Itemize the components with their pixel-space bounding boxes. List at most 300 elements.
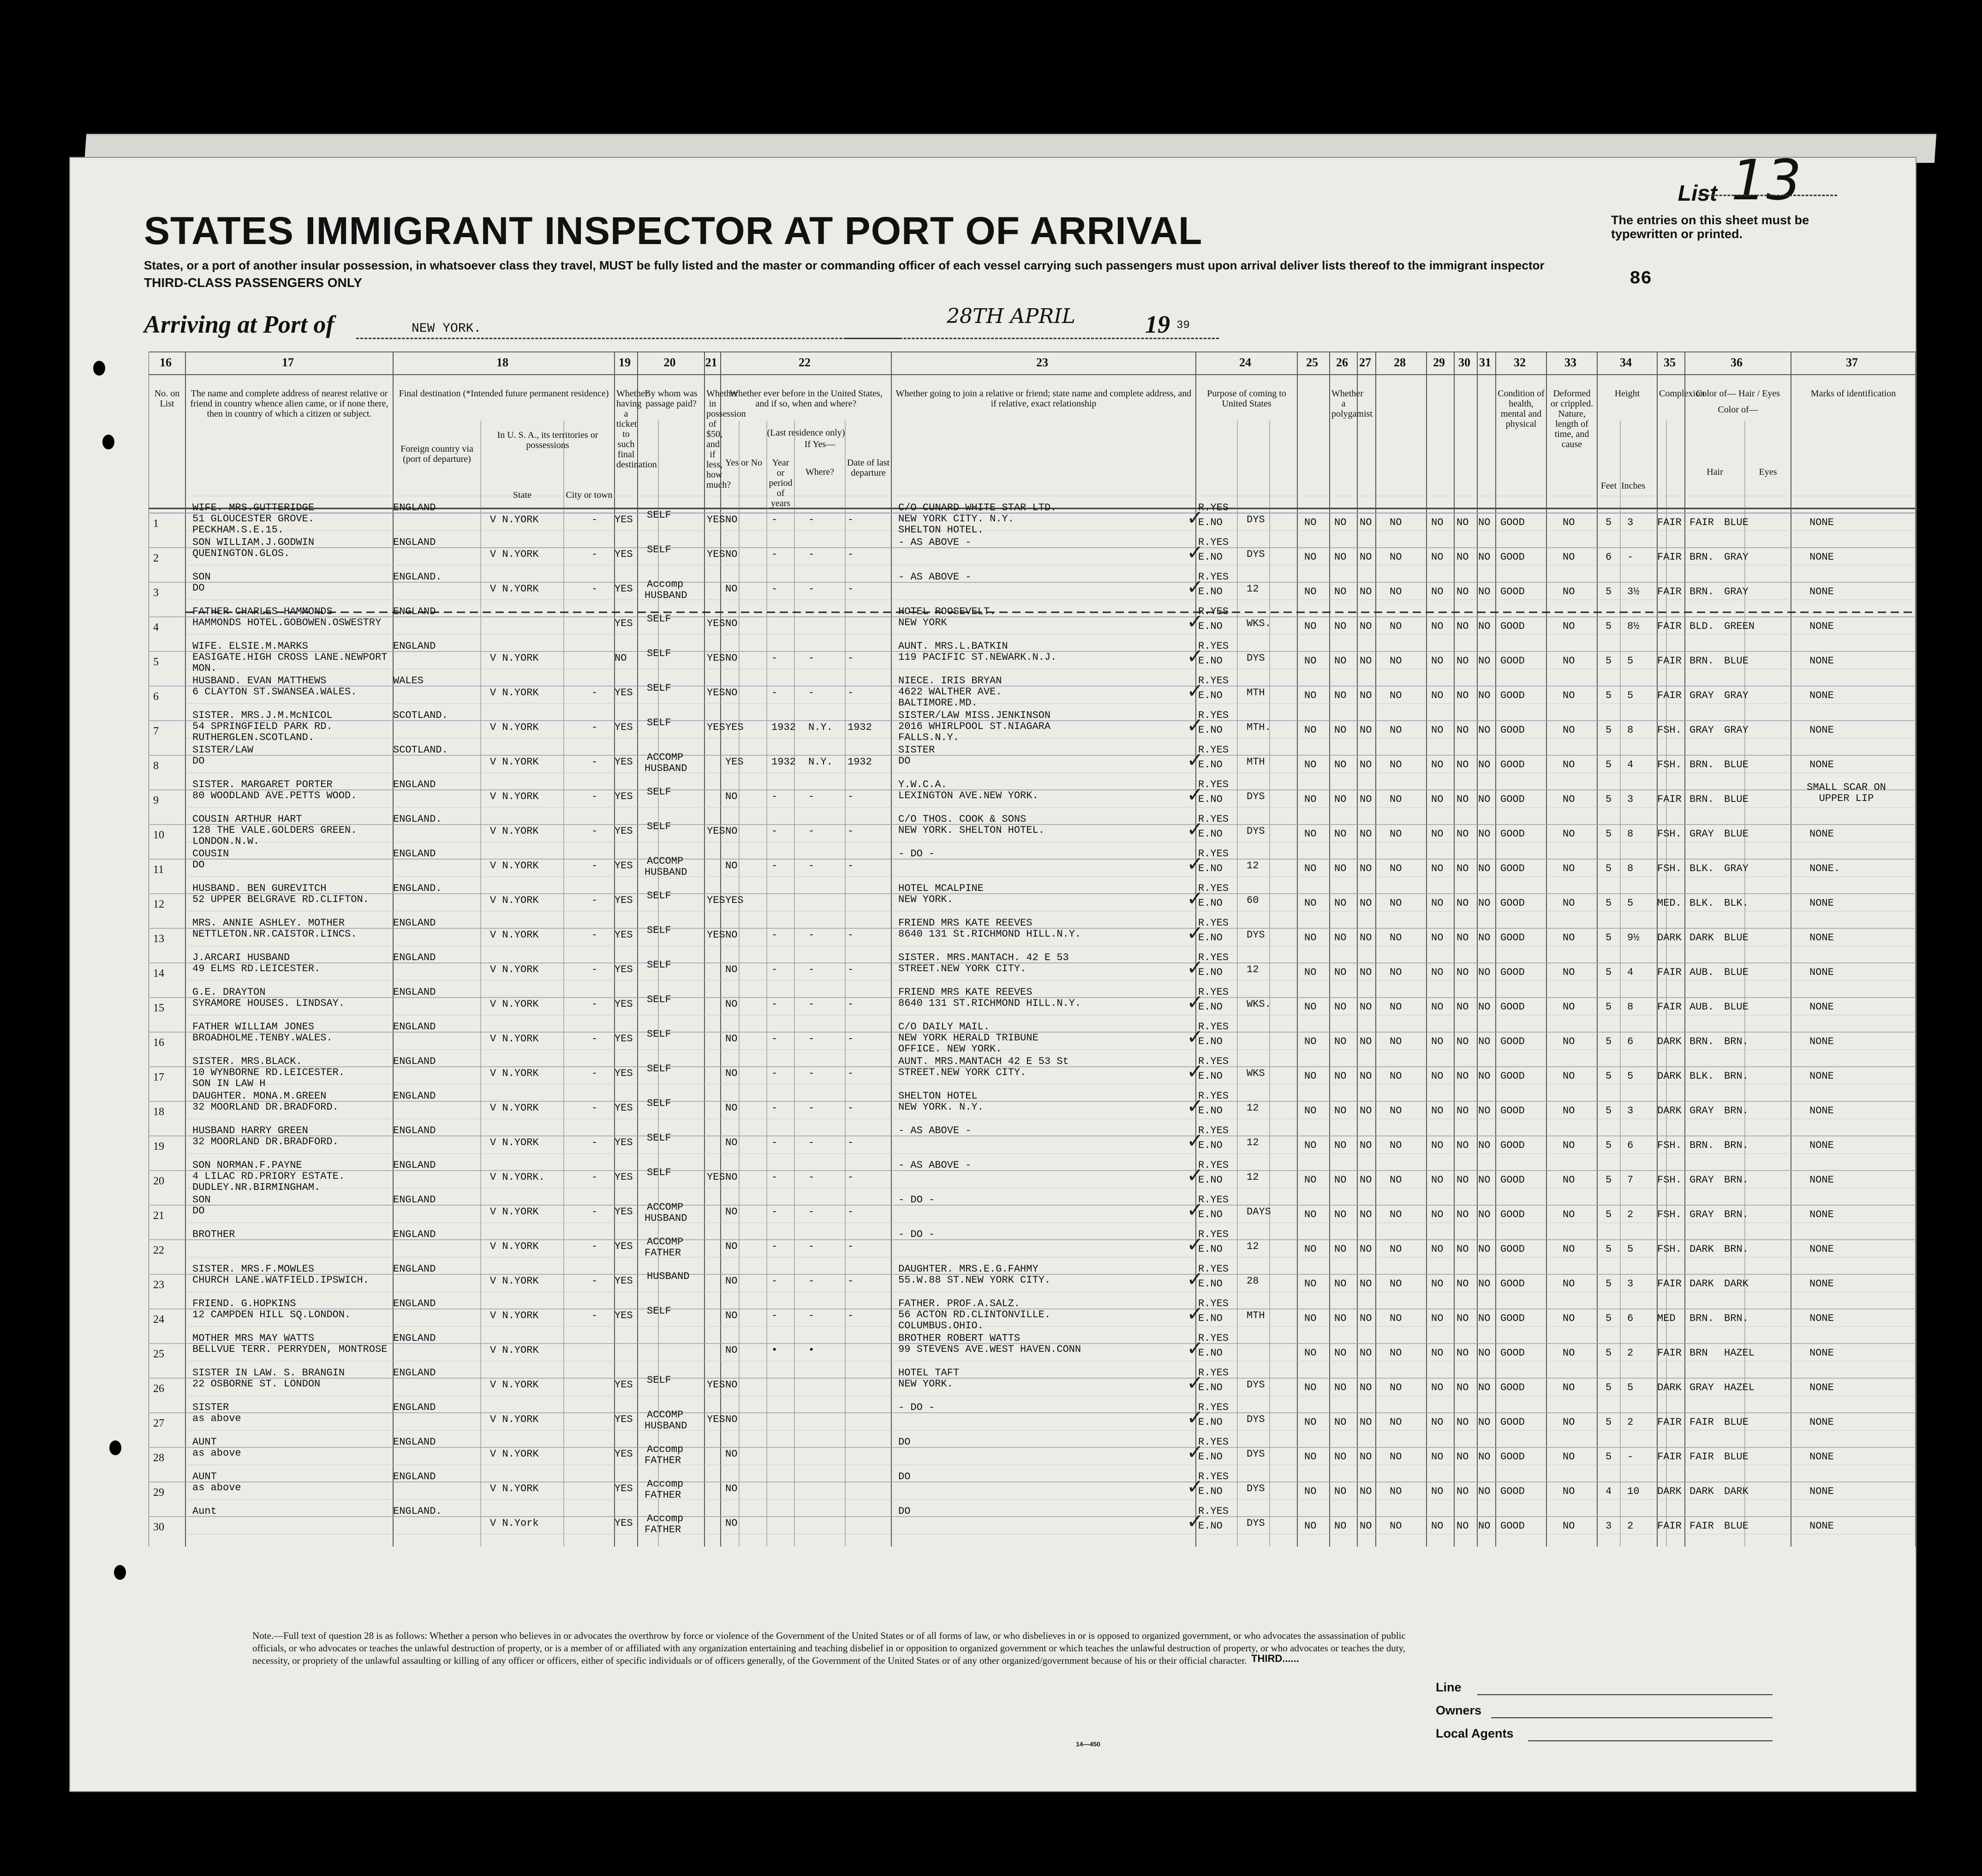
q25: NO	[1304, 1313, 1317, 1324]
eye-color: BRN.	[1724, 1105, 1749, 1117]
relative-address: BROADHOLME.TENBY.WALES.	[192, 1032, 333, 1044]
height-feet: 5	[1606, 1036, 1612, 1047]
ticket: YES	[615, 722, 633, 733]
identification-marks: NONE	[1809, 897, 1834, 909]
deformed: NO	[1563, 551, 1575, 563]
q25: NO	[1304, 932, 1317, 944]
height-feet: 5	[1606, 655, 1612, 667]
q30: NO	[1457, 517, 1469, 528]
q28: NO	[1390, 724, 1402, 736]
length-of-stay: WKS	[1247, 1068, 1265, 1079]
ticket: YES	[615, 618, 633, 629]
check-mark-icon: ✓	[1187, 1440, 1204, 1464]
city: -	[591, 1102, 598, 1114]
page-title: STATES IMMIGRANT INSPECTOR AT PORT OF ARRIVAL	[144, 209, 1203, 252]
binder-hole	[102, 435, 114, 449]
column-number: 20	[663, 356, 676, 369]
q30: NO	[1457, 1001, 1469, 1013]
row-number: 29	[153, 1487, 164, 1499]
ticket: YES	[615, 514, 633, 526]
departure-date: 1932	[848, 756, 872, 768]
join-name: C/O CUNARD WHITE STAR LTD.	[898, 502, 1057, 514]
q31: NO	[1478, 1174, 1491, 1186]
q30: NO	[1457, 1036, 1469, 1047]
q29: NO	[1431, 932, 1444, 944]
q27: NO	[1360, 794, 1372, 805]
paid-by: SELF	[647, 648, 671, 659]
relative-address-2: LONDON.N.W.	[192, 836, 260, 847]
purpose-return: R.YES	[1198, 675, 1229, 687]
column-number: 35	[1664, 356, 1676, 369]
eye-color: GRAY	[1724, 863, 1749, 874]
year: -	[771, 652, 778, 664]
deformed: NO	[1563, 897, 1575, 909]
complexion: FAIR	[1657, 1278, 1682, 1290]
q31: NO	[1478, 1451, 1491, 1463]
deformed: NO	[1563, 1140, 1575, 1151]
q26: NO	[1334, 690, 1347, 701]
departure-date: -	[848, 929, 854, 941]
state: V N.YORK	[490, 722, 539, 733]
departure-date: -	[848, 1171, 854, 1183]
join-name: FATHER. PROF.A.SALZ.	[898, 1298, 1021, 1309]
length-of-stay: DYS	[1247, 1379, 1265, 1391]
state: V N.YORK	[490, 860, 539, 872]
q31: NO	[1478, 967, 1491, 978]
relative-address: 12 CAMPDEN HILL SQ.LONDON.	[192, 1309, 351, 1320]
relative-name: BROTHER	[192, 1229, 235, 1240]
city: -	[591, 1068, 598, 1079]
q30: NO	[1457, 1451, 1469, 1463]
height-inches: 2	[1627, 1416, 1634, 1428]
foreign-country: ENGLAND	[393, 1402, 436, 1413]
q28: NO	[1390, 655, 1402, 667]
q28: NO	[1390, 517, 1402, 528]
check-mark-icon: ✓	[1187, 1510, 1204, 1533]
table-row	[149, 1361, 1916, 1396]
relative-name: G.E. DRAYTON	[192, 986, 266, 998]
q30: NO	[1457, 1382, 1469, 1393]
relative-address: 80 WOODLAND AVE.PETTS WOOD.	[192, 790, 357, 801]
check-mark-icon: ✓	[1187, 1129, 1204, 1153]
height-feet: 5	[1606, 724, 1612, 736]
before-in-us: NO	[725, 1033, 738, 1045]
column-subheader: Hair	[1707, 467, 1723, 477]
join-name: - AS ABOVE -	[898, 1159, 972, 1171]
hair-color: FAIR	[1689, 1451, 1714, 1463]
purpose-return: R.YES	[1198, 1263, 1229, 1275]
relative-name: Aunt	[192, 1506, 217, 1517]
column-number: 23	[1036, 356, 1048, 369]
departure-date: -	[848, 514, 854, 526]
foreign-country: ENGLAND	[393, 537, 436, 548]
city: -	[591, 1241, 598, 1252]
purpose-emigrate: E.NO	[1198, 1313, 1223, 1324]
column-header: Whether having a ticket to such final destination	[616, 388, 657, 470]
purpose-emigrate: E.NO	[1198, 967, 1223, 978]
column-header: Purpose of coming to United States	[1207, 388, 1286, 409]
q25: NO	[1304, 1243, 1317, 1255]
join-name: SISTER. MRS.MANTACH. 42 E 53	[898, 952, 1069, 963]
join-address: NEW YORK.	[898, 894, 953, 905]
before-in-us: NO	[725, 618, 738, 629]
join-name: DO	[898, 1471, 911, 1482]
relative-name: HUSBAND. BEN GUREVITCH	[192, 883, 327, 894]
relative-address: HAMMONDS HOTEL.GOBOWEN.OSWESTRY	[192, 617, 382, 628]
table-row	[149, 1396, 1916, 1430]
q31: NO	[1478, 1105, 1491, 1117]
q28: NO	[1390, 1140, 1402, 1151]
q28: NO	[1390, 690, 1402, 701]
column-header: No. on List	[154, 388, 180, 409]
height-inches: 8	[1627, 724, 1634, 736]
relative-name: FATHER CHARLES HAMMONDS	[192, 606, 333, 617]
deformed: NO	[1563, 1243, 1575, 1255]
q26: NO	[1334, 655, 1347, 667]
height-feet: 5	[1606, 1140, 1612, 1151]
relative-address: 49 ELMS RD.LEICESTER.	[192, 963, 321, 974]
owners-label: Owners	[1436, 1703, 1482, 1717]
height-inches: 6	[1627, 1140, 1634, 1151]
health: GOOD	[1500, 586, 1525, 597]
q26: NO	[1334, 1313, 1347, 1324]
q26: NO	[1334, 1105, 1347, 1117]
health: GOOD	[1500, 621, 1525, 632]
money: YES	[707, 687, 725, 699]
q28: NO	[1390, 621, 1402, 632]
q30: NO	[1457, 1278, 1469, 1290]
q31: NO	[1478, 724, 1491, 736]
q29: NO	[1431, 621, 1444, 632]
state: V N.YORK	[490, 652, 539, 664]
row-number: 19	[153, 1141, 164, 1153]
q26: NO	[1334, 1001, 1347, 1013]
height-feet: 5	[1606, 1070, 1612, 1082]
table-row	[149, 946, 1916, 980]
city: -	[591, 929, 598, 941]
money: YES	[707, 895, 725, 906]
q26: NO	[1334, 863, 1347, 874]
join-address-2: FALLS.N.Y.	[898, 732, 960, 743]
q26: NO	[1334, 1486, 1347, 1497]
check-mark-icon: ✓	[1187, 1475, 1204, 1499]
column-header: Deformed or crippled. Nature, length of time, and cause	[1550, 388, 1594, 449]
q27: NO	[1360, 621, 1372, 632]
join-name: AUNT. MRS.L.BATKIN	[898, 640, 1008, 652]
q30: NO	[1457, 1105, 1469, 1117]
height-inches: 6	[1627, 1313, 1634, 1324]
column-number: 31	[1479, 356, 1491, 369]
table-row	[149, 773, 1916, 807]
where: -	[808, 514, 815, 526]
departure-date: 1932	[848, 722, 872, 733]
purpose-return: R.YES	[1198, 744, 1229, 756]
health: GOOD	[1500, 1174, 1525, 1186]
hair-color: GRAY	[1689, 1105, 1714, 1117]
column-number: 19	[619, 356, 631, 369]
before-in-us: NO	[725, 1310, 738, 1321]
q30: NO	[1457, 551, 1469, 563]
q25: NO	[1304, 1174, 1317, 1186]
q31: NO	[1478, 1140, 1491, 1151]
q28: NO	[1390, 794, 1402, 805]
health: GOOD	[1500, 1209, 1525, 1220]
money: YES	[707, 549, 725, 560]
q28: NO	[1390, 932, 1402, 944]
relative-name: MRS. ANNIE ASHLEY. MOTHER	[192, 917, 345, 929]
q25: NO	[1304, 794, 1317, 805]
ticket: YES	[615, 998, 633, 1010]
eye-color: BLUE	[1724, 1520, 1749, 1532]
relative-name: SON	[192, 1194, 211, 1206]
deformed: NO	[1563, 586, 1575, 597]
before-in-us: NO	[725, 1137, 738, 1148]
line-label: Line	[1436, 1680, 1462, 1694]
relative-address: SYRAMORE HOUSES. LINDSAY.	[192, 998, 345, 1009]
join-name: AUNT. MRS.MANTACH 42 E 53 St	[898, 1056, 1069, 1067]
relative-name: SON	[192, 571, 211, 583]
departure-date: -	[848, 998, 854, 1010]
height-inches: -	[1627, 551, 1634, 563]
purpose-emigrate: E.NO	[1198, 863, 1223, 874]
length-of-stay: DYS	[1247, 1414, 1265, 1425]
length-of-stay: MTH	[1247, 756, 1265, 768]
q26: NO	[1334, 1347, 1347, 1359]
hair-color: GRAY	[1689, 1209, 1714, 1220]
q30: NO	[1457, 1520, 1469, 1532]
hair-color: DARK	[1689, 1243, 1714, 1255]
complexion: FSH.	[1657, 724, 1682, 736]
relative-name: COUSIN	[192, 848, 229, 860]
q29: NO	[1431, 967, 1444, 978]
deformed: NO	[1563, 863, 1575, 874]
year: 1932	[771, 756, 796, 768]
column-header: Complexion	[1659, 388, 1705, 399]
q27: NO	[1360, 1105, 1372, 1117]
q31: NO	[1478, 828, 1491, 840]
identification-marks: NONE	[1809, 1382, 1834, 1393]
foreign-country: WALES	[393, 675, 424, 687]
row-number: 23	[153, 1279, 164, 1291]
year: -	[771, 1137, 778, 1148]
height-feet: 5	[1606, 932, 1612, 944]
year: -	[771, 1206, 778, 1218]
where: N.Y.	[808, 722, 833, 733]
health: GOOD	[1500, 517, 1525, 528]
height-feet: 5	[1606, 828, 1612, 840]
q31: NO	[1478, 1347, 1491, 1359]
join-address: STREET.NEW YORK CITY.	[898, 963, 1027, 974]
hair-color: BLK.	[1689, 1070, 1714, 1082]
where: -	[808, 687, 815, 699]
deformed: NO	[1563, 1105, 1575, 1117]
q27: NO	[1360, 1347, 1372, 1359]
where: -	[808, 825, 815, 837]
join-address: NEW YORK. N.Y.	[898, 1101, 984, 1113]
identification-marks: NONE	[1809, 1520, 1834, 1532]
q31: NO	[1478, 690, 1491, 701]
deformed: NO	[1563, 967, 1575, 978]
purpose-emigrate: E.NO	[1198, 551, 1223, 563]
deformed: NO	[1563, 655, 1575, 667]
height-inches: 3	[1627, 1105, 1634, 1117]
city: -	[591, 687, 598, 699]
state: V N.YORK	[490, 514, 539, 526]
row-number: 20	[153, 1175, 164, 1187]
purpose-emigrate: E.NO	[1198, 1070, 1223, 1082]
where: -	[808, 1068, 815, 1079]
length-of-stay: 12	[1247, 583, 1259, 595]
paid-by-2: FATHER	[645, 1489, 681, 1501]
complexion: DARK	[1657, 1036, 1682, 1047]
complexion: FSH.	[1657, 759, 1682, 771]
length-of-stay: DYS	[1247, 1448, 1265, 1460]
length-of-stay: DYS	[1247, 1483, 1265, 1494]
eye-color: BLUE	[1724, 759, 1749, 771]
length-of-stay: MTH	[1247, 1310, 1265, 1321]
paid-by: ACCOMP	[647, 752, 684, 763]
deformed: NO	[1563, 828, 1575, 840]
relative-name: DAUGHTER. MONA.M.GREEN	[192, 1090, 327, 1102]
year: -	[771, 549, 778, 560]
q25: NO	[1304, 863, 1317, 874]
q28: NO	[1390, 586, 1402, 597]
q30: NO	[1457, 1313, 1469, 1324]
check-mark-icon: ✓	[1187, 852, 1204, 876]
identification-marks: NONE.	[1809, 863, 1840, 874]
purpose-emigrate: E.NO	[1198, 517, 1223, 528]
health: GOOD	[1500, 828, 1525, 840]
height-inches: 10	[1627, 1486, 1640, 1497]
q25: NO	[1304, 828, 1317, 840]
height-feet: 5	[1606, 1209, 1612, 1220]
hair-color: GRAY	[1689, 828, 1714, 840]
q26: NO	[1334, 1243, 1347, 1255]
purpose-return: R.YES	[1198, 1056, 1229, 1067]
height-feet: 5	[1606, 1174, 1612, 1186]
height-inches: -	[1627, 1451, 1634, 1463]
row-number: 10	[153, 829, 164, 841]
q29: NO	[1431, 1036, 1444, 1047]
hair-color: GRAY	[1689, 724, 1714, 736]
sheet-number: 86	[1630, 269, 1652, 289]
paid-by-2: HUSBAND	[645, 1213, 687, 1224]
purpose-return: R.YES	[1198, 1402, 1229, 1413]
ticket: YES	[615, 964, 633, 975]
q25: NO	[1304, 517, 1317, 528]
state: V N.YORK	[490, 1414, 539, 1425]
relative-address: DO	[192, 1205, 205, 1217]
row-number: 11	[153, 864, 164, 876]
health: GOOD	[1500, 724, 1525, 736]
column-header: Marks of identification	[1810, 388, 1896, 399]
departure-date: -	[848, 1102, 854, 1114]
health: GOOD	[1500, 967, 1525, 978]
complexion: FSH.	[1657, 863, 1682, 874]
relative-address: 32 MOORLAND DR.BRADFORD.	[192, 1136, 339, 1147]
height-inches: 3	[1627, 1278, 1634, 1290]
q25: NO	[1304, 1520, 1317, 1532]
height-feet: 5	[1606, 690, 1612, 701]
table-row	[149, 669, 1916, 709]
deformed: NO	[1563, 794, 1575, 805]
relative-name: SISTER IN LAW. S. BRANGIN	[192, 1367, 345, 1379]
ticket: YES	[615, 1379, 633, 1391]
column-number: 37	[1846, 356, 1858, 369]
q28: NO	[1390, 1278, 1402, 1290]
height-feet: 5	[1606, 1382, 1612, 1393]
state: V N.YORK	[490, 1275, 539, 1287]
city: -	[591, 860, 598, 872]
departure-date: -	[848, 1275, 854, 1287]
money: YES	[707, 929, 725, 941]
height-feet: 5	[1606, 1451, 1612, 1463]
q29: NO	[1431, 1451, 1444, 1463]
paid-by: ACCOMP	[647, 1409, 684, 1421]
where: -	[808, 791, 815, 802]
q29: NO	[1431, 828, 1444, 840]
length-of-stay: DYS	[1247, 549, 1265, 560]
hair-color: BLD.	[1689, 621, 1714, 632]
complexion: FSH.	[1657, 1243, 1682, 1255]
health: GOOD	[1500, 897, 1525, 909]
eye-color: BRN.	[1724, 1036, 1749, 1047]
paid-by: Accomp	[647, 1513, 684, 1524]
q25: NO	[1304, 1486, 1317, 1497]
binder-hole	[109, 1440, 121, 1455]
q27: NO	[1360, 1209, 1372, 1220]
paid-by: SELF	[647, 1167, 671, 1178]
q30: NO	[1457, 794, 1469, 805]
where: -	[808, 1241, 815, 1252]
column-header: Color of— Hair / Eyes	[1695, 388, 1780, 399]
q25: NO	[1304, 1070, 1317, 1082]
column-header: Whether ever before in the United States, and if so, when and where?	[729, 388, 883, 409]
q27: NO	[1360, 1520, 1372, 1532]
departure-date: -	[848, 1033, 854, 1045]
height-inches: 9½	[1627, 932, 1640, 944]
check-mark-icon: ✓	[1187, 818, 1204, 841]
height-inches: 7	[1627, 1174, 1634, 1186]
purpose-return: R.YES	[1198, 1125, 1229, 1136]
money: YES	[707, 652, 725, 664]
state: V N.YORK	[490, 583, 539, 595]
join-name: C/O THOS. COOK & SONS	[898, 813, 1027, 825]
year: -	[771, 1275, 778, 1287]
year: -	[771, 1102, 778, 1114]
q29: NO	[1431, 517, 1444, 528]
q31: NO	[1478, 1416, 1491, 1428]
complexion: FAIR	[1657, 967, 1682, 978]
complexion: FAIR	[1657, 517, 1682, 528]
q27: NO	[1360, 1174, 1372, 1186]
identification-marks: NONE	[1809, 1451, 1834, 1463]
q31: NO	[1478, 586, 1491, 597]
before-in-us: NO	[725, 1171, 738, 1183]
money: YES	[707, 722, 725, 733]
row-number: 30	[153, 1521, 164, 1533]
q25: NO	[1304, 1278, 1317, 1290]
table-row	[149, 1326, 1916, 1361]
purpose-emigrate: E.NO	[1198, 690, 1223, 701]
foreign-country: ENGLAND	[393, 848, 436, 860]
departure-date: -	[848, 583, 854, 595]
q28: NO	[1390, 863, 1402, 874]
q31: NO	[1478, 1036, 1491, 1047]
length-of-stay: DAYS	[1247, 1206, 1271, 1218]
relative-name: SON WILLIAM.J.GODWIN	[192, 537, 315, 548]
row-number: 9	[153, 795, 159, 807]
